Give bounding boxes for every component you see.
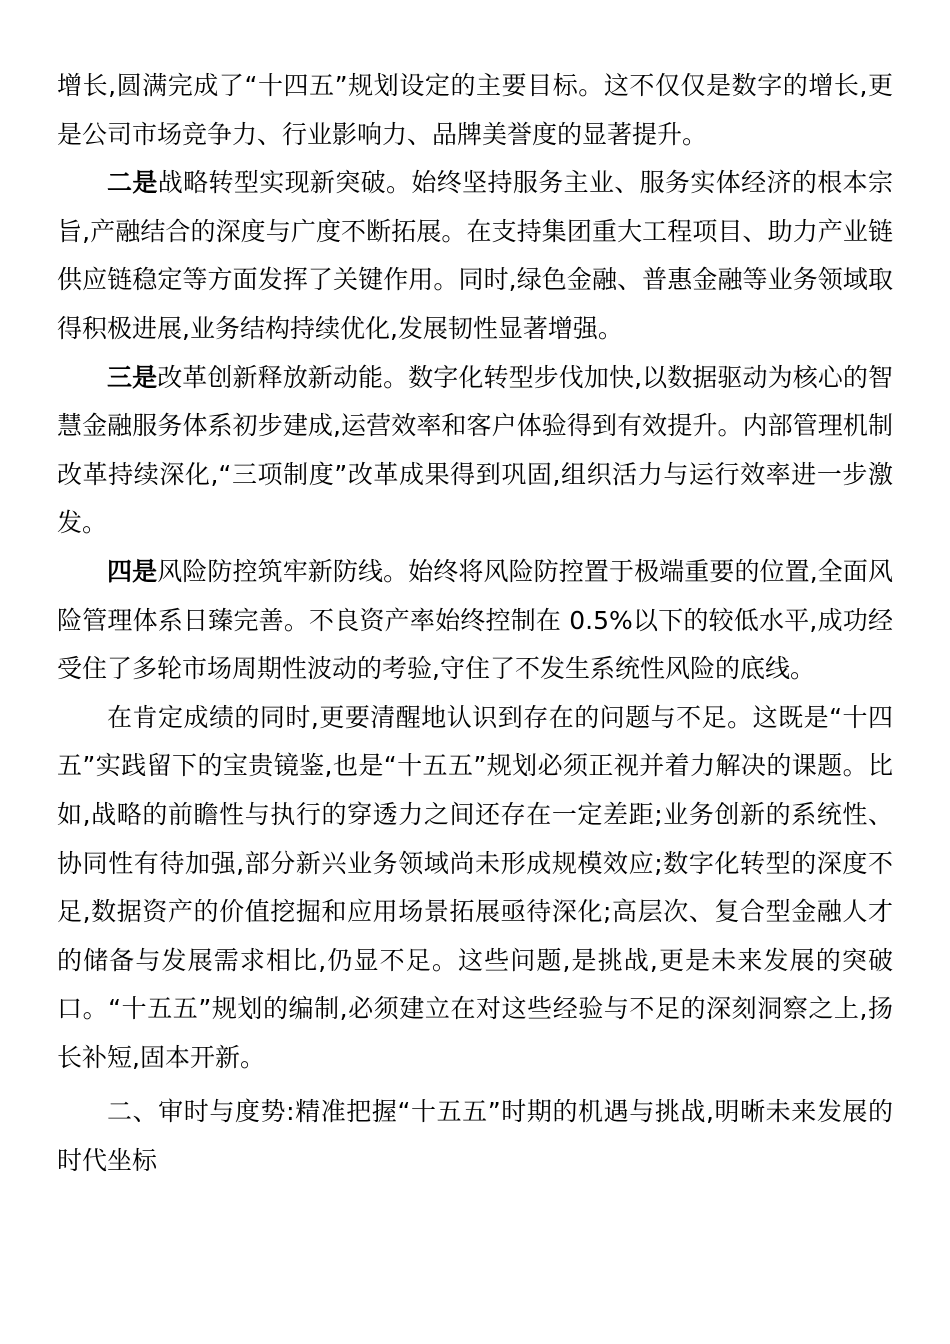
paragraph-continuation: [57, 62, 893, 159]
paragraph-text: 改革创新释放新动能。数字化转型步伐加快,以数据驱动为核心的智慧金融服务体系初步建成,运营效率和客户体验得到有效提升。内部管理机制改革持续深化,“三项制度”改革成果得到巩固,组织活力与运行效率进一步激发。: [57, 362, 893, 538]
paragraph-text: 战略转型实现新突破。始终坚持服务主业、服务实体经济的根本宗旨,产融结合的深度与广度不断拓展。在支持集团重大工程项目、助力产业链供应链稳定等方面发挥了关键作用。同时,绿色金融、普惠金融等业务领域取得积极进展,业务结构持续优化,发展韧性显著增强。: [57, 168, 893, 343]
paragraph-lead: 二是: [107, 168, 158, 198]
paragraph-lead: 四是: [107, 556, 158, 586]
paragraph-point-two: [57, 159, 893, 353]
section-heading: [57, 1088, 893, 1185]
paragraph-text: 风险防控筑牢新防线。始终将风险防控置于极端重要的位置,全面风险管理体系日臻完善。不良资产率始终控制在 0.5%以下的较低水平,成功经受住了多轮市场周期性波动的考验,守住了不发生系统性风险的底线。: [57, 556, 893, 684]
section-heading-text: 二、审时与度势:精准把握“十五五”时期的机遇与挑战,明晰未来发展的时代坐标: [57, 1097, 893, 1176]
paragraph-point-four: [57, 548, 893, 694]
paragraph-point-three: [57, 354, 893, 548]
paragraph-problems: [57, 694, 893, 1083]
paragraph-lead: 三是: [107, 362, 158, 392]
paragraph-text: 在肯定成绩的同时,更要清醒地认识到存在的问题与不足。这既是“十四五”实践留下的宝贵镜鉴,也是“十五五”规划必须正视并着力解决的课题。比如,战略的前瞻性与执行的穿透力之间还存在一定差距;业务创新的系统性、协同性有待加强,部分新兴业务领域尚未形成规模效应;数字化转型的深度不足,数据资产的价值挖掘和应用场景拓展亟待深化;高层次、复合型金融人才的储备与发展需求相比,仍显不足。这些问题,是挑战,更是未来发展的突破口。“十五五”规划的编制,必须建立在对这些经验与不足的深刻洞察之上,扬长补短,固本开新。: [57, 702, 893, 1072]
document-page: [57, 62, 893, 1186]
paragraph-text: 增长,圆满完成了“十四五”规划设定的主要目标。这不仅仅是数字的增长,更是公司市场竞争力、行业影响力、品牌美誉度的显著提升。: [57, 71, 893, 149]
